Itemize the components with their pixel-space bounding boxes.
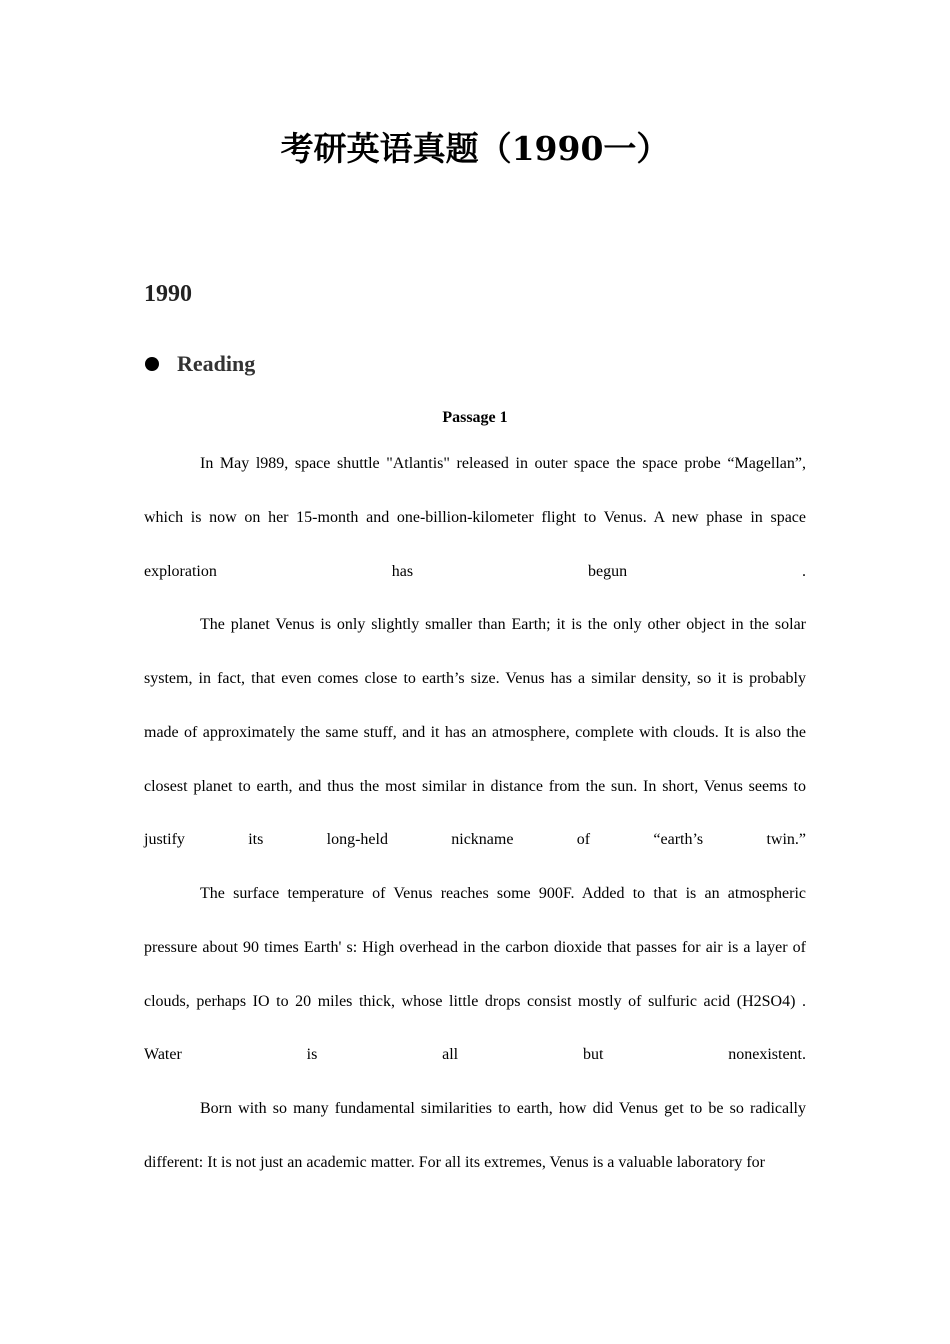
bullet-icon	[145, 357, 159, 371]
passage-body	[144, 437, 806, 1190]
passage-title: Passage 1	[442, 409, 508, 426]
paragraph: In May l989, space shuttle "Atlantis" released in outer space the space probe “Magellan”, which is now on her 15-month and one-billion-kilometer flight to Venus. A new phase in space exploration has begun .	[144, 455, 806, 580]
document-title: 考研英语真题（1990一）	[280, 129, 670, 168]
paragraph: The planet Venus is only slightly smaller than Earth; it is the only other object in the solar system, in fact, that even comes close to earth’s size. Venus has a similar density, so it is probably made of approximately the same stuff, and it has an atmosphere, complete with clouds. It is also the closest planet to earth, and thus the most similar in distance from the sun. In short, Venus seems to justify its long-held nickname of “earth’s twin.”	[144, 616, 806, 849]
paragraph: Born with so many fundamental similarities to earth, how did Venus get to be so radically different: It is not just an academic matter. For all its extremes, Venus is a valuable laboratory for	[144, 1100, 806, 1171]
section-heading	[144, 348, 255, 380]
year-heading: 1990	[144, 281, 192, 307]
paragraph: The surface temperature of Venus reaches some 900F. Added to that is an atmospheric pressure about 90 times Earth' s: High overhead in the carbon dioxide that passes for air is a layer of clouds, perhaps IO to 20 miles thick, whose little drops consist mostly of sulfuric acid (H2SO4) . Water is all but nonexistent.	[144, 885, 806, 1064]
section-label: Reading	[177, 351, 256, 376]
